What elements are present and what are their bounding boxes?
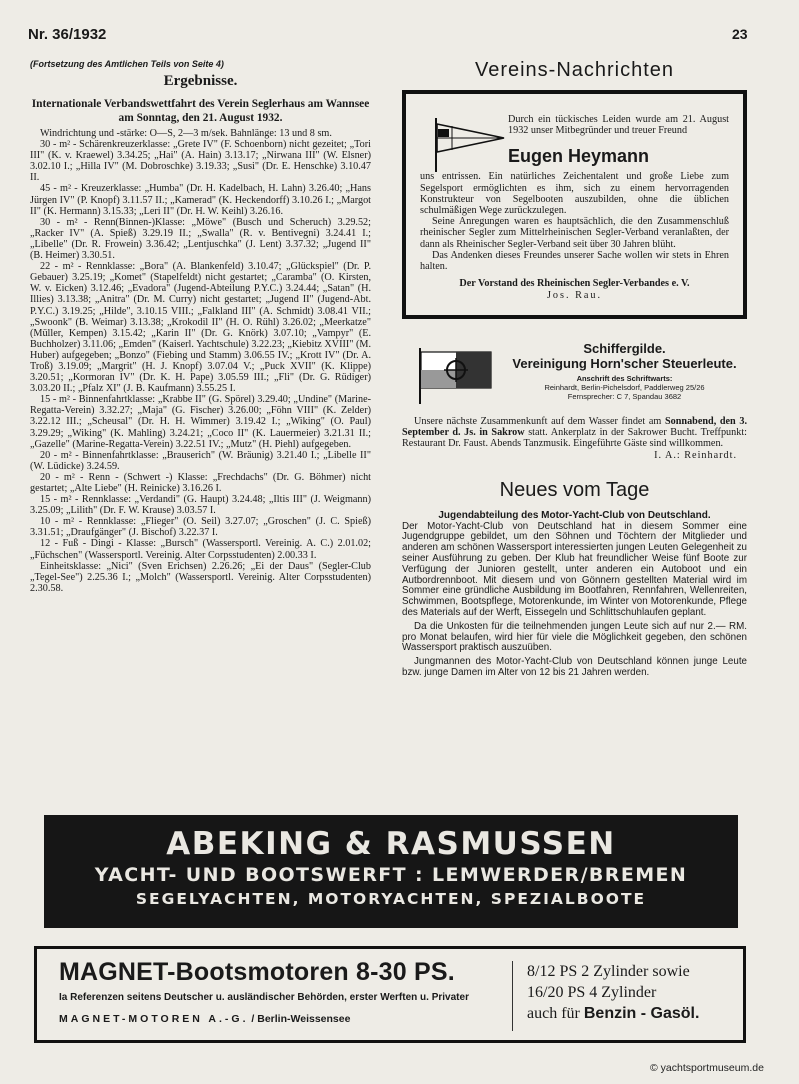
obituary-box xyxy=(402,90,747,319)
results-paragraph: Einheitsklasse: „Nici" (Sven Erichsen) 2.26.26; „Ei der Daus" (Segler-Club „Tegel-See") 2.25.36 I.; „Molch" (Wassersportl. Vereinig. Alter Corpsstudenten) 2.30.58. xyxy=(30,560,371,594)
obituary-paragraph: Das Andenken dieses Freundes unserer Sache wollen wir stets in Ehren halten. xyxy=(420,249,729,272)
results-paragraph: 22 - m² - Rennklasse: „Bora" (A. Blankenfeld) 3.10.47; „Glückspiel" (Dr. P. Gebauer) 3.25.19; „Komet" (Stapelfeldt) nicht gestartet; „Caramba" (O. Kirsten, W. v. Eicken) 3.12.46; „Evadora" (Jugend-Abteilung P.Y.C.) 3.24.44; „Satan" (H. Illies) 3.13.38; „Anitra" (Dr. M. Curry) nicht gestartet; „Jugend II" (Jugend-Abt. P.Y.C.) 3.19.25; „Hilde", 3.10.15 VIII.; „Falkland III" (A. Schmidt) 3.08.41 VII.; „Swoonk" (B. Weimar) 3.13.38; „Krokodil II" (H. O. Rühl) 3.26.02; „Meerkatze" (Müller, Kempen) 3.15.42; „Karin II" (Dr. G. Knörk) 3.07.10; „Vampyr" (E. Buchholzer) 3.11.06; „Emden" (Kaiserl. Yachtschule) 3.22.23; „Kiebitz XVIII" (M. Huber) aufgegeben; „Bonzo" (Fiebing und Stamm) 3.06.55 IV.; „Krott IV" (Dr. A. Troß) 3.19.09; „Margrit" (H. J. Knopf) 3.07.04 V.; „Puck XVII" (K. Klippe) 3.20.51; „Kormoran IV" (Dr. K. H. Pape) 3.05.59 III.; „Fli" (Dr. G. Rüdiger) 3.03.20 II.; „Pfalz XI" (J. B. Kaufmann) 3.55.25 I. xyxy=(30,261,371,395)
page-number: 23 xyxy=(732,26,748,42)
ad-company-name: ABEKING & RASMUSSEN xyxy=(166,826,616,862)
obituary-intro: Durch ein tückisches Leiden wurde am 21. August 1932 unser Mitbegründer und treuer Freund xyxy=(508,114,729,137)
schiffergilde-header xyxy=(402,341,747,416)
results-paragraph: 20 - m² - Binnenfahrtklasse: „Brauserich" (W. Bräunig) 3.21.40 I.; „Libelle II" (W. Lüdicke) 3.24.59. xyxy=(30,449,371,472)
results-paragraph: 30 - m² - Renn(Binnen-)Klasse: „Möwe" (Busch und Scheruch) 3.29.52; „Racker IV" (A. Spieß) 3.29.19 II.; „Swalla" (R. v. Bentivegni) 3.24.41 I.; „Libelle" (Dr. R. Frowein) 3.36.42; „Lentjuschka" (J. Lent) 3.37.32; „Jugend II" (B. Heimer) 3.30.51. xyxy=(30,216,371,262)
results-paragraph: 10 - m² - Rennklasse: „Flieger" (O. Seil) 3.27.07; „Groschen" (J. C. Spieß) 3.31.51; „Draufgänger" (J. Bischof) 3.22.37 I. xyxy=(30,516,371,539)
issue-number: Nr. 36/1932 xyxy=(28,26,107,43)
ad-magnet-title: MAGNET-Bootsmotoren 8-30 PS. xyxy=(59,958,455,986)
address: Reinhardt, Berlin-Pichelsdorf, Paddlerweg 25/26 xyxy=(544,383,705,392)
continuation-note: (Fortsetzung des Amtlichen Teils von Seite 4) xyxy=(30,59,224,69)
news-subheading: Jugendabteilung des Motor-Yacht-Club von Deutschland. xyxy=(438,509,711,521)
neues-vom-tage-heading: Neues vom Tage xyxy=(499,478,650,501)
schiffergilde-text: Unsere nächste Zusammenkunft auf dem Wasser findet am Sonnabend, den 3. September d. Js. in Sakrow statt. Ankerplatz in der Sakrower Bucht. Treffpunkt: Restaurant Dr. Faust. Abends Tanzmusik. Eingeführte Gäste sind willkommen. xyxy=(402,416,747,450)
results-paragraph: 15 - m² - Rennklasse: „Verdandi" (G. Haupt) 3.24.48; „Iltis III" (J. Weigmann) 3.25.09; „Lilith" (Dr. F. W. Krause) 3.03.57 I. xyxy=(30,494,371,517)
news-paragraph: Der Motor-Yacht-Club von Deutschland hat in diesem Sommer eine Jugendgruppe gebildet, um den Söhnen und Töchtern der Mitglieder und anderen am schönen Wassersport interessierten jungen Leuten Gelegenheit zu seiner Ausführung zu geben. Der Klub hat freundlicher Weise fünf Boote zur Verfügung der Junioren gestellt, unter anderen ein Autoboot und ein Autbordrennboot. Mit diesem und von Gönnern gestellten Material wird im Sommer eine gründliche Ausbildung im Bootfahren, Rennfahren, Wellenreiten, Schwimmen, Bootspflege, Motorenkunde, im Winter von Motorenkunde, Pflege des Materials auf der Werft, Eissegeln und Schlittschuhlaufen geplant. xyxy=(402,520,747,618)
schiffergilde-subtitle: Vereinigung Horn'scher Steuerleute. xyxy=(512,356,737,371)
results-paragraph: 20 - m² - Renn - (Schwert -) Klasse: „Frechdachs" (Dr. G. Böhmer) nicht gestartet; „Alte Liebe" (H. Reinicke) 3.16.26 I. xyxy=(30,471,371,494)
spec-line: 8/12 PS 2 Zylinder sowie xyxy=(527,963,690,980)
obituary-paragraph: uns entrissen. Ein natürliches Zeichentalent und große Liebe zum Segelsport ermöglichten es ihm, sich zu einem hervorragenden Konstrukteur von Segelbooten auszubilden, ohne die üblichen schulmäßigen Wege zurückzulegen. xyxy=(420,171,729,216)
copyright-credit: © yachtsportmuseum.de xyxy=(650,1062,764,1074)
results-text xyxy=(30,128,371,594)
news-paragraph: Da die Unkosten für die teilnehmenden jungen Leute sich auf nur 2.— RM. pro Monat belaufen, wird hier für viele die Möglichkeit gegeben, den schönen Wassersport praktisch auszuüben. xyxy=(402,620,747,654)
vereins-nachrichten-heading: Vereins-Nachrichten xyxy=(474,59,675,81)
schiffergilde-title: Schiffergilde. xyxy=(583,341,666,356)
results-heading: Ergebnisse. xyxy=(163,73,238,89)
spec-line: 16/20 PS 4 Zylinder xyxy=(527,984,657,1001)
phone: Fernsprecher: C 7, Spandau 3682 xyxy=(567,392,682,401)
schiffergilde-signature: I. A.: Reinhardt. xyxy=(654,449,737,461)
magnet-motoren-ad xyxy=(34,946,746,1043)
ad-magnet-specs xyxy=(512,961,732,1031)
guild-flag-icon xyxy=(414,346,494,406)
results-intro: Internationale Verbandswettfahrt des Verein Seglerhaus am Wannsee am Sonntag, den 21. August 1932. xyxy=(31,98,370,124)
meeting-date: Sonnabend, den 3. September d. Js. in Sakrow xyxy=(402,416,747,439)
news-paragraph: Jungmannen des Motor-Yacht-Club von Deutschland können junge Leute bzw. junge Damen im Alter von 12 bis 21 Jahren werden. xyxy=(402,656,747,678)
ad-magnet-references: Ia Referenzen seitens Deutscher u. ausländischer Behörden, erster Werften u. Privater xyxy=(59,992,469,1003)
results-column xyxy=(30,59,371,594)
results-paragraph: Windrichtung und -stärke: O—S, 2—3 m/sek. Bahnlänge: 13 und 8 sm. xyxy=(40,128,332,139)
obituary-paragraph: Seine Anregungen waren es hauptsächlich, die den Zusammenschluß rheinischer Segler zum Mittelrheinischen Segler-Verband veranlaßten, der dann als Rheinischer Segler-Verband seit über 30 Jahren blüht. xyxy=(420,216,729,250)
ad-products: SEGELYACHTEN, MOTORYACHTEN, SPEZIALBOOTE xyxy=(135,890,647,908)
results-paragraph: 12 - Fuß - Dingi - Klasse: „Bursch" (Wassersportl. Vereinig. A. C.) 2.01.02; „Füchschen" (Wassersportl. Vereinig. Alter Corpsstudenten) 2.00.33 I. xyxy=(30,538,371,561)
address-label: Anschrift des Schriftwarts: xyxy=(576,374,673,383)
club-pennant-icon xyxy=(428,114,508,174)
spec-line: auch für Benzin - Gasöl. xyxy=(527,1005,700,1022)
right-column xyxy=(402,59,747,682)
ad-tagline: YACHT- UND BOOTSWERFT : LEMWERDER/BREMEN xyxy=(94,864,688,886)
results-paragraph: 45 - m² - Kreuzerklasse: „Humba" (Dr. H. Kadelbach, H. Lahn) 3.26.40; „Hans Jürgen IV" (P. Knopf) 3.11.57 II.; „Kamerad" (K. Heckendorff) 3.10.26 I.; „Margot II" (K. Hermann) 3.15.33; „Leri II" (Dr. H. W. Keihl) 3.26.16. xyxy=(30,183,371,217)
results-paragraph: 15 - m² - Binnenfahrtklasse: „Krabbe II" (G. Spörel) 3.29.40; „Undine" (Marine-Regatta-Verein) 3.32.27; „Maja" (G. Fischer) 3.26.00; „Föhn VIII" (K. Zelder) 3.22.12 III.; „Scheusal" (Dr. H. H. Wimmer) 3.19.42 I.; „Wiking" (O. Paul) 3.29.29; „Wiking" (K. Mahling) 3.24.21; „Coco II" (K. Lauermeier) 3.21.31 II.; „Gazelle" (Marine-Regatta-Verein) 3.22.51 IV.; „Mutz" (H. Piehl) aufgegeben. xyxy=(30,394,371,450)
abeking-rasmussen-ad xyxy=(44,815,738,928)
obituary-signer: Jos. Rau. xyxy=(546,290,603,302)
results-paragraph: 30 - m² - Schärenkreuzerklasse: „Grete IV" (F. Schoenborn) nicht gezeitet; „Tori III" (K. v. Kraewel) 3.34.25; „Hai" (A. Hain) 3.13.17; „Nirwana III" (W. Elsner) 3.02.10 I.; „Hilla IV" (M. Dobroschke) 3.19.33; „Susi" (Dr. E. Henschke) 3.10.47 II. xyxy=(30,139,371,184)
obituary-signature: Der Vorstand des Rheinischen Segler-Verbandes e. V. xyxy=(459,278,690,290)
obituary-name: Eugen Heymann xyxy=(508,146,650,167)
ad-magnet-company: MAGNET-MOTOREN A.-G. / Berlin-Weissensee xyxy=(59,1013,351,1025)
